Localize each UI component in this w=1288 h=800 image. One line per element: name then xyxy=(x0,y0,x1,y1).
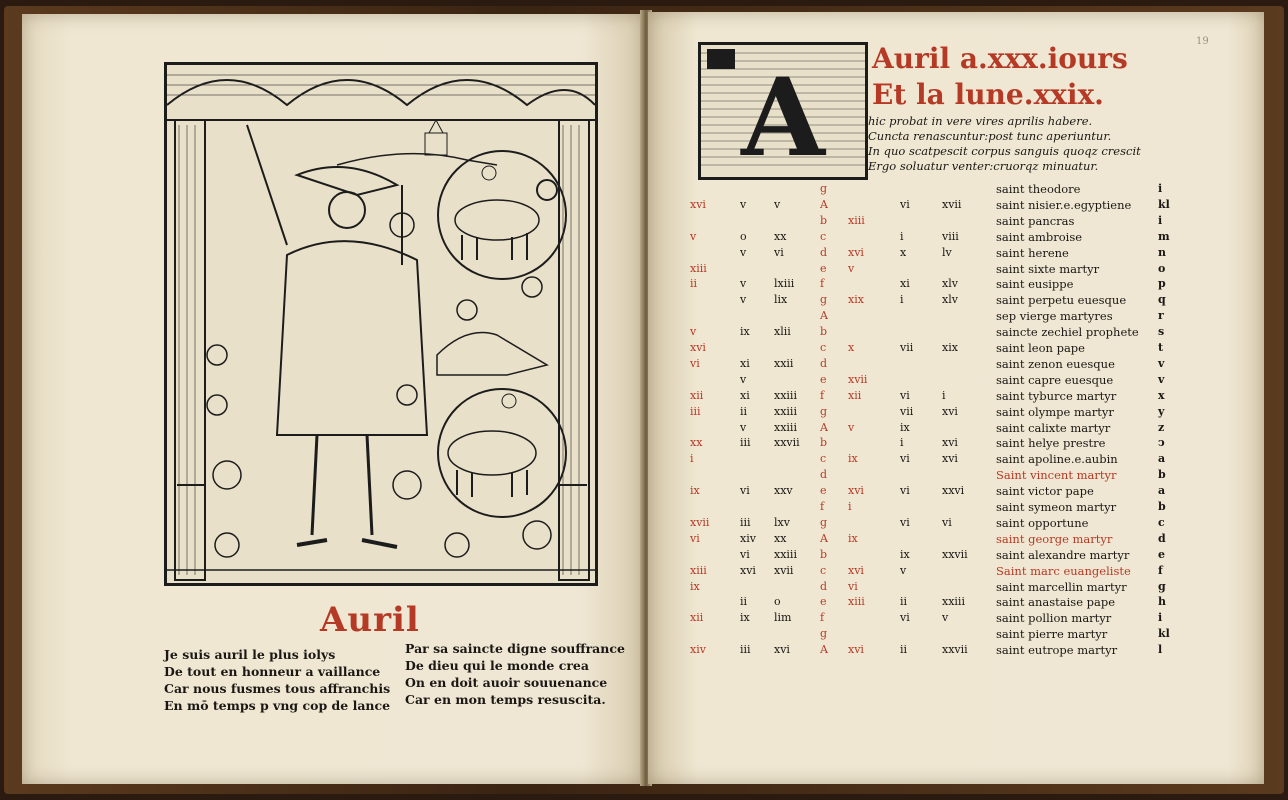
calendar-cell-a: xii xyxy=(690,388,704,402)
calendar-row xyxy=(690,340,1170,356)
calendar-cell-saint: saint capre euesque xyxy=(996,372,1114,387)
calendar-cell-dom: ↄ xyxy=(1158,436,1165,450)
calendar-cell-e: xiii xyxy=(848,213,865,227)
calendar-cell-dom: i xyxy=(1158,611,1163,625)
calendar-cell-saint: sep vierge martyres xyxy=(996,309,1113,324)
calendar-cell-c: lim xyxy=(774,611,792,625)
calendar-cell-f: i xyxy=(900,229,904,243)
calendar-cell-saint: saint victor pape xyxy=(996,484,1094,499)
calendar-cell-e: x xyxy=(848,341,855,354)
calendar-cell-saint: saincte zechiel prophete xyxy=(996,325,1139,340)
latin-line: hic probat in vere vires aprilis habere. xyxy=(868,114,1093,128)
calendar-cell-d: f xyxy=(820,611,825,625)
calendar-cell-g: xlv xyxy=(942,293,958,307)
calendar-cell-saint: saint tyburce martyr xyxy=(996,388,1117,403)
calendar-cell-d: d xyxy=(820,245,828,259)
calendar-cell-e: xii xyxy=(848,388,862,402)
calendar-row xyxy=(690,626,1170,642)
calendar-subheading: Et la lune.xxix. xyxy=(872,78,1104,111)
calendar-cell-e: xvi xyxy=(848,563,864,577)
woodcut-illustration xyxy=(164,62,598,586)
calendar-cell-dom: h xyxy=(1158,595,1166,609)
calendar-cell-d: b xyxy=(820,325,828,339)
verse-line: Car nous fusmes tous affranchis xyxy=(164,681,391,696)
calendar-row xyxy=(690,451,1170,467)
calendar-cell-c: xxvii xyxy=(774,436,800,450)
calendar-cell-saint: saint eutrope martyr xyxy=(996,643,1118,658)
calendar-cell-c: xxv xyxy=(774,484,793,498)
calendar-cell-b: v xyxy=(740,197,747,211)
calendar-cell-dom: i xyxy=(1158,182,1163,195)
calendar-cell-a: xiii xyxy=(690,261,707,275)
calendar-cell-dom: q xyxy=(1158,293,1166,307)
calendar-row xyxy=(690,181,1170,197)
calendar-cell-a: ix xyxy=(690,484,700,498)
calendar-row xyxy=(690,610,1170,626)
page-number: 19 xyxy=(1196,36,1209,47)
calendar-cell-b: ix xyxy=(740,611,750,625)
calendar-row xyxy=(690,467,1170,483)
calendar-cell-f: i xyxy=(900,436,904,450)
calendar-cell-d: A xyxy=(820,309,828,323)
decorated-initial xyxy=(698,42,868,180)
calendar-cell-b: ix xyxy=(740,325,750,339)
calendar-row xyxy=(690,372,1170,388)
calendar-cell-f: ix xyxy=(900,547,910,561)
calendar-cell-g: i xyxy=(942,388,946,402)
april-woodcut-image xyxy=(167,65,595,583)
calendar-row xyxy=(690,213,1170,229)
calendar-cell-d: e xyxy=(820,595,827,609)
calendar-cell-g: xxvii xyxy=(942,547,968,561)
month-title: Auril xyxy=(320,600,420,640)
calendar-cell-c: xx xyxy=(774,229,787,243)
calendar-cell-g: vi xyxy=(942,515,952,529)
calendar-cell-f: vi xyxy=(900,611,910,625)
latin-line: Cuncta renascuntur:post tunc aperiuntur. xyxy=(868,129,1112,143)
calendar-heading: Auril a.xxx.iours xyxy=(872,42,1128,75)
calendar-cell-saint: saint pancras xyxy=(996,213,1075,228)
calendar-cell-saint: saint theodore xyxy=(996,182,1081,196)
calendar-cell-c: xx xyxy=(774,531,787,545)
calendar-cell-a: iii xyxy=(690,404,701,418)
calendar-cell-a: i xyxy=(690,452,694,466)
calendar-cell-dom: r xyxy=(1158,309,1164,323)
calendar-cell-f: v xyxy=(900,563,907,577)
calendar-cell-g: xxvi xyxy=(942,484,965,498)
calendar-cell-saint: saint opportune xyxy=(996,515,1089,530)
calendar-row xyxy=(690,435,1170,451)
calendar-row xyxy=(690,404,1170,420)
calendar-cell-dom: l xyxy=(1158,643,1163,657)
calendar-cell-a: v xyxy=(690,229,697,243)
calendar-row xyxy=(690,197,1170,213)
calendar-cell-e: ix xyxy=(848,452,858,466)
calendar-row xyxy=(690,292,1170,308)
calendar-cell-d: g xyxy=(820,515,828,529)
calendar-cell-f: vi xyxy=(900,452,910,466)
calendar-cell-a: xvi xyxy=(690,197,706,211)
verse-line: De tout en honneur a vaillance xyxy=(164,664,381,679)
calendar-cell-d: c xyxy=(820,341,827,354)
calendar-cell-saint: saint anastaise pape xyxy=(996,595,1116,610)
calendar-cell-d: d xyxy=(820,356,828,370)
calendar-cell-d: f xyxy=(820,388,825,402)
calendar-cell-d: b xyxy=(820,213,828,227)
calendar-cell-c: lix xyxy=(774,293,788,307)
calendar-cell-g: xvii xyxy=(942,197,962,211)
calendar-cell-g: xix xyxy=(942,341,958,354)
calendar-cell-f: i xyxy=(900,293,904,307)
calendar-cell-b: v xyxy=(740,372,747,386)
calendar-cell-dom: i xyxy=(1158,213,1163,227)
calendar-cell-a: xvii xyxy=(690,515,710,529)
calendar-cell-dom: c xyxy=(1158,515,1165,529)
calendar-cell-d: c xyxy=(820,229,827,243)
calendar-cell-d: d xyxy=(820,468,828,482)
calendar-cell-dom: a xyxy=(1158,452,1166,466)
calendar-cell-f: vi xyxy=(900,197,910,211)
verse-line: Par sa saincte digne souffrance xyxy=(405,641,625,656)
calendar-cell-b: vi xyxy=(740,484,750,498)
verse-left-column xyxy=(164,646,394,714)
calendar-cell-c: lxv xyxy=(774,515,790,529)
calendar-cell-e: ix xyxy=(848,531,858,545)
calendar-cell-g: xlv xyxy=(942,277,958,291)
calendar-cell-f: vii xyxy=(900,341,914,354)
calendar-cell-d: A xyxy=(820,420,828,434)
calendar-cell-d: f xyxy=(820,277,825,291)
calendar-cell-a: xiii xyxy=(690,563,707,577)
calendar-cell-dom: t xyxy=(1158,341,1164,354)
calendar-cell-e: i xyxy=(848,500,852,513)
calendar-cell-saint: saint alexandre martyr xyxy=(996,547,1130,562)
calendar-cell-saint: saint calixte martyr xyxy=(996,420,1111,435)
calendar-cell-f: ii xyxy=(900,643,908,657)
calendar-cell-c: lxiii xyxy=(774,277,795,291)
calendar-cell-dom: m xyxy=(1158,229,1170,243)
calendar-row xyxy=(690,483,1170,499)
calendar-cell-d: c xyxy=(820,452,827,466)
calendar-cell-a: ix xyxy=(690,579,700,593)
calendar-cell-c: xxiii xyxy=(774,388,797,402)
calendar-cell-a: xx xyxy=(690,436,703,450)
calendar-cell-dom: s xyxy=(1158,325,1165,339)
calendar-cell-dom: o xyxy=(1158,261,1166,275)
calendar-cell-b: vi xyxy=(740,547,750,561)
calendar-cell-d: A xyxy=(820,531,828,545)
calendar-cell-d: f xyxy=(820,500,825,513)
latin-line: In quo scatpescit corpus sanguis quoqz crescit xyxy=(868,144,1141,158)
calendar-cell-a: v xyxy=(690,325,697,339)
calendar-cell-b: v xyxy=(740,420,747,434)
calendar-cell-saint: saint apoline.e.aubin xyxy=(996,452,1118,467)
calendar-cell-c: xlii xyxy=(774,325,791,339)
calendar-cell-a: xiv xyxy=(690,643,706,657)
calendar-cell-e: xiii xyxy=(848,595,865,609)
calendar-cell-b: xi xyxy=(740,356,750,370)
calendar-cell-saint: saint olympe martyr xyxy=(996,404,1114,419)
latin-line: Ergo soluatur venter:cruorqz minuatur. xyxy=(868,159,1099,173)
latin-verse xyxy=(868,114,1168,174)
calendar-cell-dom: b xyxy=(1158,468,1166,482)
calendar-cell-c: xxii xyxy=(774,356,794,370)
calendar-cell-g: viii xyxy=(942,229,959,243)
calendar-cell-e: xvii xyxy=(848,372,868,386)
calendar-cell-dom: b xyxy=(1158,500,1166,513)
calendar-row xyxy=(690,579,1170,595)
calendar-row xyxy=(690,261,1170,277)
verse-line: On en doit auoir souuenance xyxy=(405,675,608,690)
calendar-cell-b: xiv xyxy=(740,531,756,545)
calendar-cell-b: v xyxy=(740,277,747,291)
calendar-cell-e: xix xyxy=(848,293,864,307)
calendar-cell-saint: saint eusippe xyxy=(996,277,1074,292)
calendar-cell-a: xii xyxy=(690,611,704,625)
calendar-cell-saint: saint symeon martyr xyxy=(996,500,1117,514)
calendar-cell-g: xvi xyxy=(942,452,958,466)
calendar-row xyxy=(690,642,1170,658)
calendar-cell-g: xvi xyxy=(942,436,958,450)
calendar-cell-d: e xyxy=(820,372,827,386)
calendar-cell-dom: y xyxy=(1158,404,1165,418)
initial-letter: A xyxy=(741,55,825,177)
calendar-cell-dom: p xyxy=(1158,277,1166,291)
calendar-cell-saint: saint marcellin martyr xyxy=(996,579,1127,594)
calendar-cell-e: v xyxy=(848,261,855,275)
calendar-cell-f: vi xyxy=(900,484,910,498)
calendar-cell-d: d xyxy=(820,579,828,593)
calendar-cell-saint: saint nisier.e.egyptiene xyxy=(996,197,1132,212)
verse-line: Car en mon temps resuscita. xyxy=(405,692,606,707)
calendar-cell-f: ix xyxy=(900,420,910,434)
calendar-cell-f: x xyxy=(900,245,907,259)
calendar-cell-b: v xyxy=(740,293,747,307)
calendar-cell-dom: z xyxy=(1158,420,1165,434)
calendar-cell-saint: saint ambroise xyxy=(996,229,1083,244)
calendar-cell-e: xvi xyxy=(848,245,864,259)
calendar-row xyxy=(690,499,1170,515)
calendar-cell-g: lv xyxy=(942,245,952,259)
calendar-cell-saint: saint herene xyxy=(996,245,1069,260)
calendar-cell-c: xvi xyxy=(774,643,790,657)
calendar-cell-d: g xyxy=(820,182,828,195)
calendar-cell-b: iii xyxy=(740,643,751,657)
calendar-row xyxy=(690,388,1170,404)
calendar-cell-e: xvi xyxy=(848,484,864,498)
calendar-cell-b: xvi xyxy=(740,563,756,577)
calendar-cell-c: vi xyxy=(774,245,784,259)
calendar-cell-d: g xyxy=(820,293,828,307)
calendar-cell-a: ii xyxy=(690,277,698,291)
calendar-row xyxy=(690,547,1170,563)
calendar-cell-b: iii xyxy=(740,515,751,529)
calendar-cell-c: v xyxy=(774,197,781,211)
calendar-row xyxy=(690,245,1170,261)
calendar-row xyxy=(690,276,1170,292)
calendar-cell-a: vi xyxy=(690,356,700,370)
calendar-cell-f: xi xyxy=(900,277,910,291)
calendar-row xyxy=(690,356,1170,372)
calendar-row xyxy=(690,324,1170,340)
verse-line: De dieu qui le monde crea xyxy=(405,658,589,673)
calendar-cell-dom: e xyxy=(1158,547,1165,561)
calendar-cell-d: g xyxy=(820,404,828,418)
calendar-cell-dom: a xyxy=(1158,484,1166,498)
calendar-cell-saint: saint zenon euesque xyxy=(996,356,1115,371)
calendar-cell-saint: saint pierre martyr xyxy=(996,627,1108,642)
calendar-cell-saint: saint leon pape xyxy=(996,341,1085,355)
calendar-cell-g: xxiii xyxy=(942,595,965,609)
calendar-cell-f: vii xyxy=(900,404,914,418)
calendar-cell-b: o xyxy=(740,229,747,243)
calendar-cell-d: A xyxy=(820,643,828,657)
calendar-cell-saint: saint helye prestre xyxy=(996,436,1106,451)
calendar-cell-g: v xyxy=(942,611,949,625)
calendar-row xyxy=(690,420,1170,436)
calendar-cell-d: A xyxy=(820,197,828,211)
calendar-cell-b: xi xyxy=(740,388,750,402)
calendar-cell-dom: f xyxy=(1158,563,1163,577)
calendar-cell-dom: v xyxy=(1158,356,1165,370)
calendar-cell-dom: kl xyxy=(1158,627,1170,641)
calendar-cell-saint: saint pollion martyr xyxy=(996,611,1112,626)
calendar-cell-saint: Saint vincent martyr xyxy=(996,468,1117,483)
calendar-cell-c: xxiii xyxy=(774,547,797,561)
calendar-cell-d: b xyxy=(820,436,828,450)
calendar-row xyxy=(690,563,1170,579)
calendar-cell-d: g xyxy=(820,627,828,641)
calendar-cell-saint: saint george martyr xyxy=(996,531,1113,546)
calendar-cell-dom: d xyxy=(1158,531,1166,545)
verse-line: En mō temps p vng cop de lance xyxy=(164,698,391,713)
calendar-cell-dom: kl xyxy=(1158,197,1170,211)
calendar-cell-dom: n xyxy=(1158,245,1166,259)
calendar-cell-f: vi xyxy=(900,388,910,402)
calendar-cell-a: vi xyxy=(690,531,700,545)
calendar-cell-a: xvi xyxy=(690,341,706,354)
calendar-row xyxy=(690,594,1170,610)
calendar-cell-d: c xyxy=(820,563,827,577)
calendar-cell-dom: v xyxy=(1158,372,1165,386)
calendar-cell-c: xvii xyxy=(774,563,794,577)
calendar-cell-dom: g xyxy=(1158,579,1166,593)
calendar-cell-saint: saint perpetu euesque xyxy=(996,293,1127,308)
initial-letter-image xyxy=(701,45,865,177)
calendar-cell-g: xvi xyxy=(942,404,958,418)
calendar-cell-g: xxvii xyxy=(942,643,968,657)
calendar-cell-c: xxiii xyxy=(774,420,797,434)
calendar-cell-saint: Saint marc euangeliste xyxy=(996,563,1131,578)
calendar-cell-f: vi xyxy=(900,515,910,529)
calendar-cell-e: v xyxy=(848,420,855,434)
calendar-cell-c: xxiii xyxy=(774,404,797,418)
verse-right-column xyxy=(405,640,625,708)
calendar-cell-d: b xyxy=(820,547,828,561)
calendar-cell-d: e xyxy=(820,484,827,498)
calendar-row xyxy=(690,531,1170,547)
calendar-cell-dom: x xyxy=(1158,388,1165,402)
calendar-cell-e: vi xyxy=(848,579,858,593)
calendar-row xyxy=(690,229,1170,245)
calendar-cell-b: v xyxy=(740,245,747,259)
calendar-cell-saint: saint sixte martyr xyxy=(996,261,1100,276)
calendar-cell-f: ii xyxy=(900,595,908,609)
calendar-cell-b: ii xyxy=(740,404,748,418)
calendar-cell-b: iii xyxy=(740,436,751,450)
calendar-cell-c: o xyxy=(774,595,781,609)
calendar-row xyxy=(690,515,1170,531)
calendar-cell-b: ii xyxy=(740,595,748,609)
calendar-cell-e: xvi xyxy=(848,643,864,657)
verse-line: Je suis auril le plus iolys xyxy=(164,647,336,662)
calendar-row xyxy=(690,308,1170,324)
calendar-cell-d: e xyxy=(820,261,827,275)
